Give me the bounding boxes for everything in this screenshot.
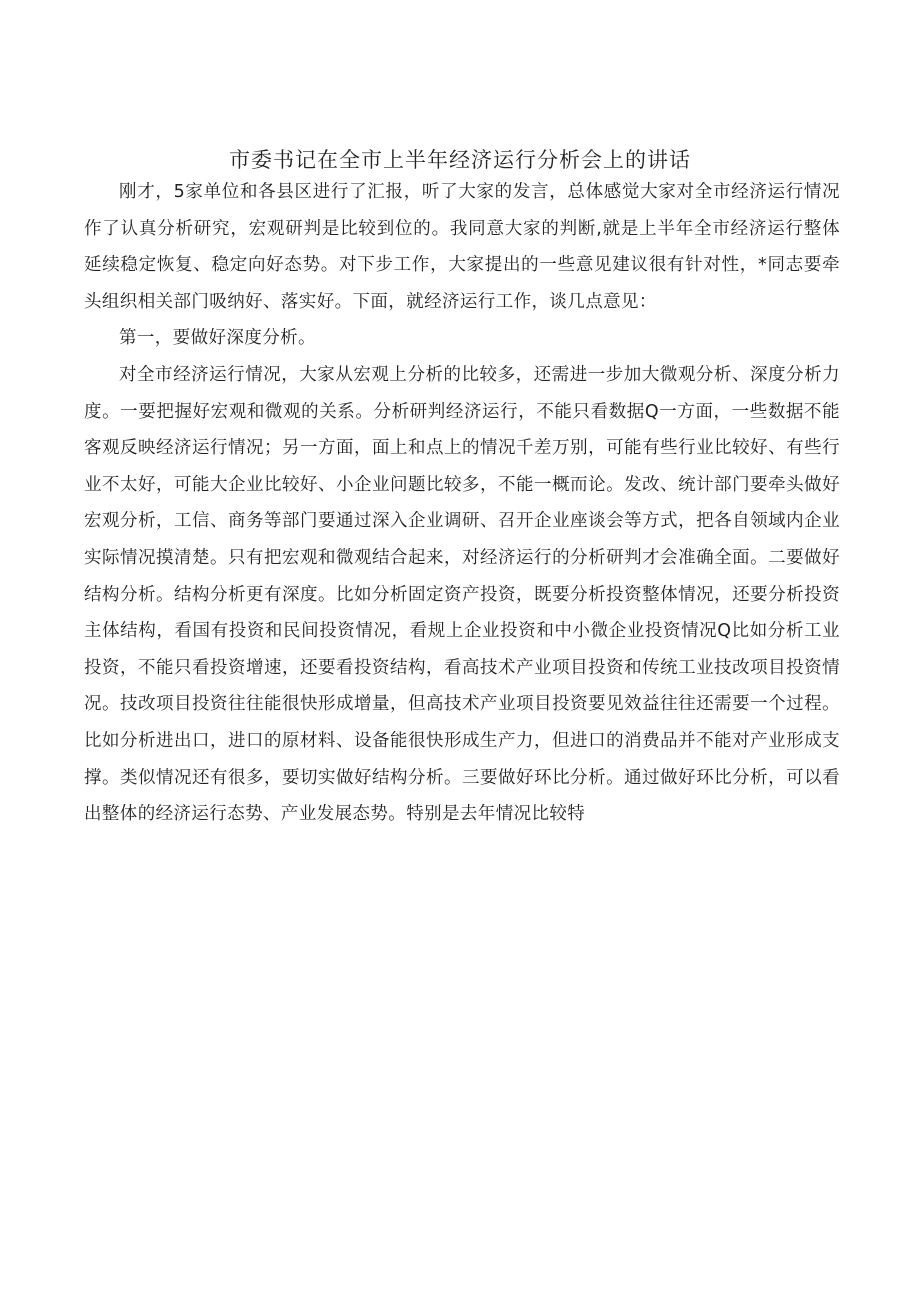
paragraph-intro: 刚才，5家单位和各县区进行了汇报，听了大家的发言，总体感觉大家对全市经济运行情况作了认真分析研究，宏观研判是比较到位的。我同意大家的判断,就是上半年全市经济运行整体延续稳定恢复、稳定向好态势。对下步工作，大家提出的一些意见建议很有针对性，*同志要牵头组织相关部门吸纳好、落实好。下面，就经济运行工作，谈几点意见： — [84, 182, 840, 312]
paragraph-analysis: 对全市经济运行情况，大家从宏观上分析的比较多，还需进一步加大微观分析、深度分析力度。一要把握好宏观和微观的关系。分析研判经济运行，不能只看数据Q一方面，一些数据不能客观反映经济运行情况；另一方面，面上和点上的情况千差万别，可能有些行业比较好、有些行业不太好，可能大企业比较好、小企业问题比较多，不能一概而论。发改、统计部门要牵头做好宏观分析，工信、商务等部门要通过深入企业调研、召开企业座谈会等方式，把各自领域内企业实际情况摸清楚。只有把宏观和微观结合起来，对经济运行的分析研判才会准确全面。二要做好结构分析。结构分析更有深度。比如分析固定资产投资，既要分析投资整体情况，还要分析投资主体结构，看国有投资和民间投资情况，看规上企业投资和中小微企业投资情况Q比如分析工业投资，不能只看投资增速，还要看投资结构，看高技术产业项目投资和传统工业技改项目投资情况。技改项目投资往往能很快形成增量，但高技术产业项目投资要见效益往往还需要一个过程。比如分析进出口，进口的原材料、设备能很快形成生产力，但进口的消费品并不能对产业形成支撑。类似情况还有很多，要切实做好结构分析。三要做好环比分析。通过做好环比分析，可以看出整体的经济运行态势、产业发展态势。特别是去年情况比较特 — [84, 364, 840, 825]
document-body — [84, 174, 840, 833]
paragraph-heading-first: 第一，要做好深度分析。 — [119, 328, 316, 349]
document-title: 市委书记在全市上半年经济运行分析会上的讲话 — [229, 148, 691, 172]
